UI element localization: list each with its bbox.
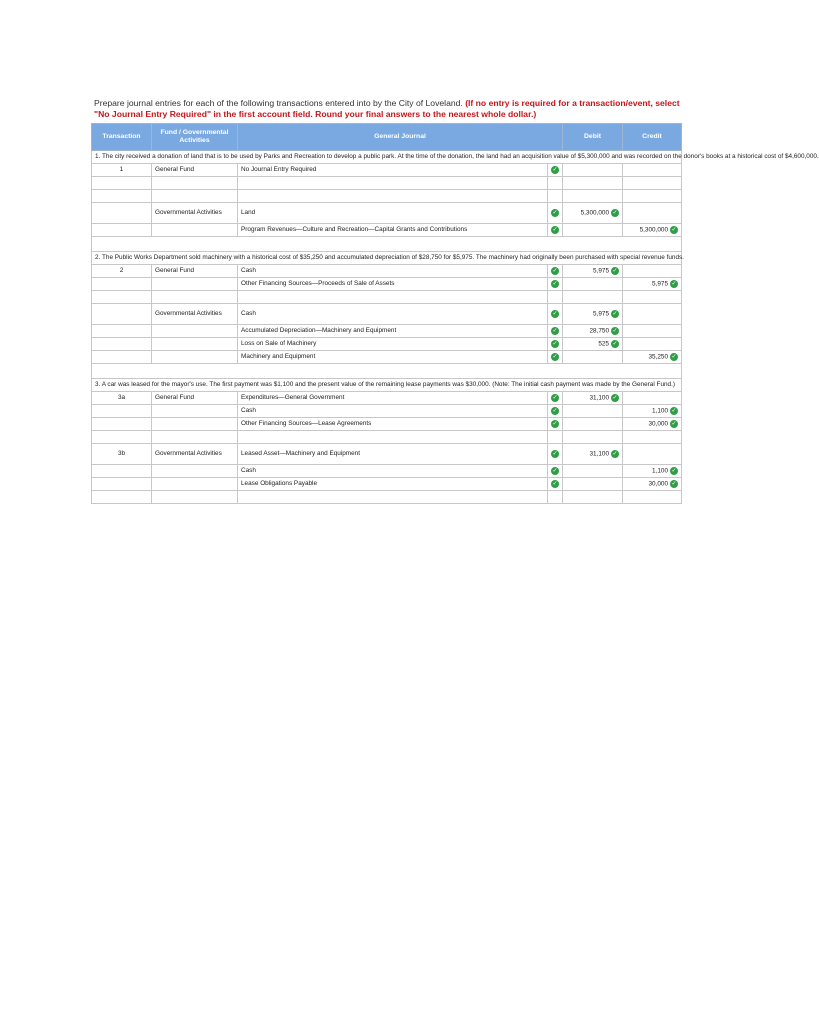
account-select[interactable] xyxy=(238,177,548,190)
debit-input[interactable] xyxy=(563,224,623,237)
table-row xyxy=(92,164,682,177)
debit-input[interactable] xyxy=(563,177,623,190)
instructions xyxy=(94,98,681,120)
table-row xyxy=(92,224,682,237)
check-circle-icon: ✓ xyxy=(671,479,677,487)
transaction-3-description: 3. A car was leased for the mayor's use. The first payment was $1,100 and the present value of the remaining lease payments was $30,000. (Note: The initial cash payment was made by the General Fund.) xyxy=(92,379,682,392)
check-circle-icon: ✓ xyxy=(612,326,618,334)
table-row xyxy=(92,392,682,405)
table-row xyxy=(92,478,682,491)
credit-input[interactable]: 1,100 ✓ xyxy=(623,405,682,418)
check-circle-icon: ✓ xyxy=(612,208,618,216)
table-row xyxy=(92,265,682,278)
check-circle-icon: ✓ xyxy=(552,419,558,427)
account-select[interactable] xyxy=(238,491,548,504)
account-select[interactable]: Cash xyxy=(238,405,548,418)
account-select[interactable]: Land xyxy=(238,203,548,224)
credit-input[interactable] xyxy=(623,444,682,465)
header-transaction: Transaction xyxy=(92,124,152,151)
account-select[interactable]: No Journal Entry Required xyxy=(238,164,548,177)
credit-input[interactable] xyxy=(623,304,682,325)
check-circle-icon: ✓ xyxy=(612,266,618,274)
transaction-3-description-row xyxy=(92,379,682,392)
table-row xyxy=(92,491,682,504)
account-select[interactable]: Cash xyxy=(238,465,548,478)
fund-select[interactable] xyxy=(152,291,238,304)
transaction-number: 3b xyxy=(92,444,152,465)
credit-input[interactable]: 30,000 ✓ xyxy=(623,418,682,431)
header-row xyxy=(92,124,682,151)
fund-select[interactable] xyxy=(152,338,238,351)
account-select[interactable]: Lease Obligations Payable xyxy=(238,478,548,491)
table-row xyxy=(92,465,682,478)
check-circle-icon: ✓ xyxy=(552,208,558,216)
debit-input[interactable]: 31,100 ✓ xyxy=(563,392,623,405)
check-circle-icon: ✓ xyxy=(671,419,677,427)
account-select[interactable] xyxy=(238,291,548,304)
check-circle-icon: ✓ xyxy=(552,466,558,474)
journal-table xyxy=(91,123,819,504)
table-row xyxy=(92,431,682,444)
debit-input[interactable] xyxy=(563,465,623,478)
check-circle-icon: ✓ xyxy=(671,352,677,360)
debit-input[interactable] xyxy=(563,491,623,504)
fund-select[interactable]: General Fund xyxy=(152,164,238,177)
debit-input[interactable]: 31,100 ✓ xyxy=(563,444,623,465)
account-select[interactable]: Loss on Sale of Machinery xyxy=(238,338,548,351)
table-row xyxy=(92,444,682,465)
table-row xyxy=(92,325,682,338)
credit-input[interactable] xyxy=(623,338,682,351)
fund-select[interactable] xyxy=(152,177,238,190)
check-circle-icon: ✓ xyxy=(552,479,558,487)
table-row xyxy=(92,304,682,325)
credit-input[interactable] xyxy=(623,325,682,338)
debit-input[interactable]: 5,975 ✓ xyxy=(563,265,623,278)
check-circle-icon: ✓ xyxy=(552,326,558,334)
check-circle-icon: ✓ xyxy=(671,466,677,474)
debit-input[interactable] xyxy=(563,478,623,491)
debit-input[interactable] xyxy=(563,418,623,431)
debit-input[interactable]: 28,750 ✓ xyxy=(563,325,623,338)
fund-select[interactable]: General Fund xyxy=(152,265,238,278)
check-circle-icon: ✓ xyxy=(552,449,558,457)
table-row xyxy=(92,338,682,351)
check-circle-icon: ✓ xyxy=(671,225,677,233)
account-select[interactable]: Cash xyxy=(238,265,548,278)
fund-select[interactable] xyxy=(152,351,238,364)
transaction-1-description: 1. The city received a donation of land that is to be used by Parks and Recreation to develop a public park. At the time of the donation, the land had an acquisition value of $5,300,000 and was recorded on the donor's books at a historical cost of $4,600,000. xyxy=(92,151,682,164)
fund-select[interactable] xyxy=(152,491,238,504)
credit-input[interactable] xyxy=(623,491,682,504)
instructions-required: (If no entry is required for a transaction/event, select "No Journal Entry Required" in the first account field. Round your final answers to the nearest whole dollar.) xyxy=(94,98,680,119)
credit-input[interactable] xyxy=(623,190,682,203)
table-row xyxy=(92,291,682,304)
credit-input[interactable]: 35,250 ✓ xyxy=(623,351,682,364)
transaction-number: 2 xyxy=(92,265,152,278)
transaction-2-description-row xyxy=(92,252,682,265)
check-circle-icon: ✓ xyxy=(552,225,558,233)
account-select[interactable]: Other Financing Sources—Lease Agreements xyxy=(238,418,548,431)
debit-input[interactable] xyxy=(563,291,623,304)
credit-input[interactable]: 30,000 ✓ xyxy=(623,478,682,491)
credit-input[interactable] xyxy=(623,392,682,405)
debit-input[interactable]: 5,300,000 ✓ xyxy=(563,203,623,224)
account-select[interactable]: Cash xyxy=(238,304,548,325)
table-row xyxy=(92,278,682,291)
debit-input[interactable] xyxy=(563,431,623,444)
header-credit: Credit xyxy=(623,124,682,151)
fund-select[interactable] xyxy=(152,478,238,491)
debit-input[interactable] xyxy=(563,190,623,203)
credit-input[interactable] xyxy=(623,265,682,278)
check-circle-icon: ✓ xyxy=(552,339,558,347)
debit-input[interactable] xyxy=(563,405,623,418)
credit-input[interactable] xyxy=(623,431,682,444)
fund-select[interactable] xyxy=(152,418,238,431)
table-row xyxy=(92,351,682,364)
account-select[interactable]: Leased Asset—Machinery and Equipment xyxy=(238,444,548,465)
fund-select[interactable] xyxy=(152,431,238,444)
debit-input[interactable]: 5,975 ✓ xyxy=(563,304,623,325)
transaction-number: 3a xyxy=(92,392,152,405)
credit-input[interactable] xyxy=(623,177,682,190)
check-circle-icon: ✓ xyxy=(552,309,558,317)
check-circle-icon: ✓ xyxy=(552,352,558,360)
account-select[interactable]: Other Financing Sources—Proceeds of Sale of Assets xyxy=(238,278,548,291)
transaction-number: 1 xyxy=(92,164,152,177)
account-select[interactable]: Accumulated Depreciation—Machinery and Equipment xyxy=(238,325,548,338)
check-circle-icon: ✓ xyxy=(671,406,677,414)
account-select[interactable]: Machinery and Equipment xyxy=(238,351,548,364)
debit-input[interactable] xyxy=(563,278,623,291)
debit-input[interactable] xyxy=(563,351,623,364)
instructions-text: Prepare journal entries for each of the following transactions entered into by the City of Loveland. xyxy=(94,98,463,108)
check-circle-icon: ✓ xyxy=(612,339,618,347)
account-select[interactable]: Program Revenues—Culture and Recreation—Capital Grants and Contributions xyxy=(238,224,548,237)
fund-select[interactable] xyxy=(152,465,238,478)
table-row xyxy=(92,203,682,224)
table-row xyxy=(92,418,682,431)
debit-input[interactable] xyxy=(563,164,623,177)
header-journal: General Journal xyxy=(238,124,563,151)
account-select[interactable] xyxy=(238,431,548,444)
check-circle-icon: ✓ xyxy=(552,266,558,274)
debit-input[interactable]: 525 ✓ xyxy=(563,338,623,351)
credit-input[interactable] xyxy=(623,203,682,224)
fund-select[interactable]: General Fund xyxy=(152,392,238,405)
fund-select[interactable]: Governmental Activities xyxy=(152,304,238,325)
credit-input[interactable] xyxy=(623,164,682,177)
table-row xyxy=(92,190,682,203)
fund-select[interactable]: Governmental Activities xyxy=(152,444,238,465)
fund-select[interactable] xyxy=(152,325,238,338)
worksheet xyxy=(91,98,819,504)
check-circle-icon: ✓ xyxy=(612,449,618,457)
fund-select[interactable] xyxy=(152,278,238,291)
check-circle-icon: ✓ xyxy=(552,279,558,287)
fund-select[interactable] xyxy=(152,224,238,237)
account-select[interactable]: Expenditures—General Government xyxy=(238,392,548,405)
header-fund: Fund / Governmental Activities xyxy=(152,124,238,151)
fund-select[interactable]: Governmental Activities xyxy=(152,203,238,224)
credit-input[interactable]: 5,300,000 ✓ xyxy=(623,224,682,237)
credit-input[interactable]: 1,100 ✓ xyxy=(623,465,682,478)
table-row xyxy=(92,177,682,190)
check-circle-icon: ✓ xyxy=(552,165,558,173)
transaction-2-description: 2. The Public Works Department sold machinery with a historical cost of $35,250 and accumulated depreciation of $28,750 for $5,975. The machinery had originally been purchased with special revenue funds. xyxy=(92,252,682,265)
check-circle-icon: ✓ xyxy=(671,279,677,287)
header-debit: Debit xyxy=(563,124,623,151)
credit-input[interactable] xyxy=(623,291,682,304)
credit-input[interactable]: 5,975 ✓ xyxy=(623,278,682,291)
fund-select[interactable] xyxy=(152,405,238,418)
check-circle-icon: ✓ xyxy=(552,406,558,414)
check-circle-icon: ✓ xyxy=(612,393,618,401)
check-circle-icon: ✓ xyxy=(612,309,618,317)
check-circle-icon: ✓ xyxy=(552,393,558,401)
table-row xyxy=(92,405,682,418)
transaction-1-description-row xyxy=(92,151,682,164)
fund-select[interactable] xyxy=(152,190,238,203)
account-select[interactable] xyxy=(238,190,548,203)
